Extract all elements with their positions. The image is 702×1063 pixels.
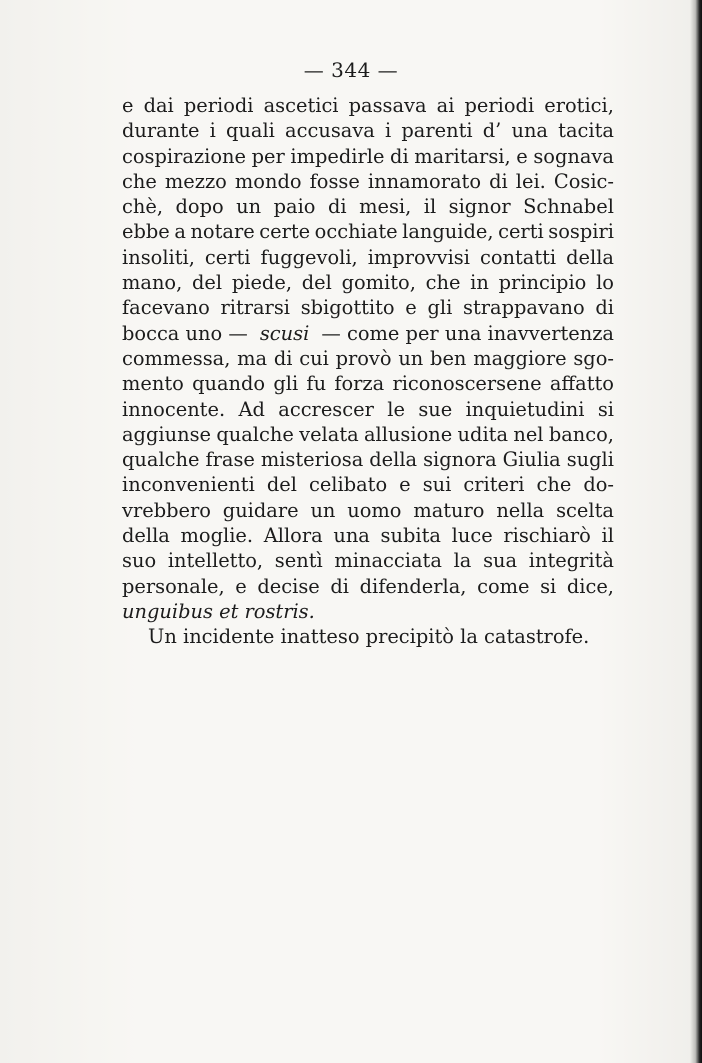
line-text: chè, dopo un paio di mesi, il signor Schnabel [122, 195, 614, 219]
text-line [122, 422, 614, 447]
text-line [122, 447, 614, 472]
line-text: facevano ritrarsi sbigottito e gli strappavano di [122, 296, 614, 320]
line-text: aggiunse qualche velata allusione udita nel banco, [122, 422, 614, 446]
line-text: innocente. Ad accrescer le sue inquietudini si [122, 397, 614, 421]
text-line [122, 169, 614, 194]
text-line [122, 472, 614, 497]
text-line [122, 346, 614, 371]
text-line [122, 93, 614, 118]
body-text [122, 93, 614, 650]
text-line [122, 245, 614, 270]
text-line [122, 371, 614, 396]
line-text-before: bocca uno — [122, 321, 248, 345]
line-text: cospirazione per impedirle di maritarsi, e sognava [122, 144, 614, 168]
paragraph-1-part-b [122, 346, 614, 599]
line-text: vrebbero guidare un uomo maturo nella scelta [122, 498, 614, 522]
line-text: durante i quali accusava i parenti d’ una tacita [122, 119, 614, 143]
line-text: e dai periodi ascetici passava ai periodi erotici, [122, 94, 614, 117]
page-edge-shadow [690, 0, 702, 1063]
italic-word: scusi [259, 321, 310, 345]
text-line [122, 523, 614, 548]
paragraph-2-text: Un incidente inatteso precipitò la catastrofe. [148, 625, 590, 649]
text-line [122, 118, 614, 143]
text-line [122, 144, 614, 169]
text-line [122, 498, 614, 523]
text-line [122, 397, 614, 422]
line-text: della moglie. Allora una subita luce rischiarò il [122, 524, 614, 548]
text-line [122, 295, 614, 320]
text-line-scusi [122, 321, 614, 346]
text-line-latin [122, 599, 614, 624]
text-line [122, 574, 614, 599]
text-line [122, 548, 614, 573]
line-text: che mezzo mondo fosse innamorato di lei. Cosic- [122, 169, 614, 193]
text-line [122, 219, 614, 244]
line-text: suo intelletto, sentì minacciata la sua integrità [122, 549, 614, 573]
line-text: ebbe a notare certe occhiate languide, certi sospiri [122, 220, 614, 244]
line-text: inconvenienti del celibato e sui criteri che do- [122, 473, 614, 497]
line-text: commessa, ma di cui provò un ben maggiore sgo- [122, 346, 614, 370]
line-text: mano, del piede, del gomito, che in principio lo [122, 271, 614, 295]
line-text: personale, e decise di difenderla, come si dice, [122, 574, 614, 598]
line-text: mento quando gli fu forza riconoscersene affatto [122, 372, 614, 396]
page-number: — 344 — [303, 58, 399, 82]
line-text-after: — come per una inavvertenza [321, 321, 614, 345]
paragraph-1-part-a [122, 93, 614, 321]
line-text: insoliti, certi fuggevoli, improvvisi contatti della [122, 245, 614, 269]
paragraph-2 [122, 624, 614, 649]
latin-phrase: unguibus et rostris. [122, 599, 315, 623]
line-text: qualche frase misteriosa della signora Giulia sugli [122, 448, 614, 472]
text-line [122, 270, 614, 295]
text-line [122, 194, 614, 219]
